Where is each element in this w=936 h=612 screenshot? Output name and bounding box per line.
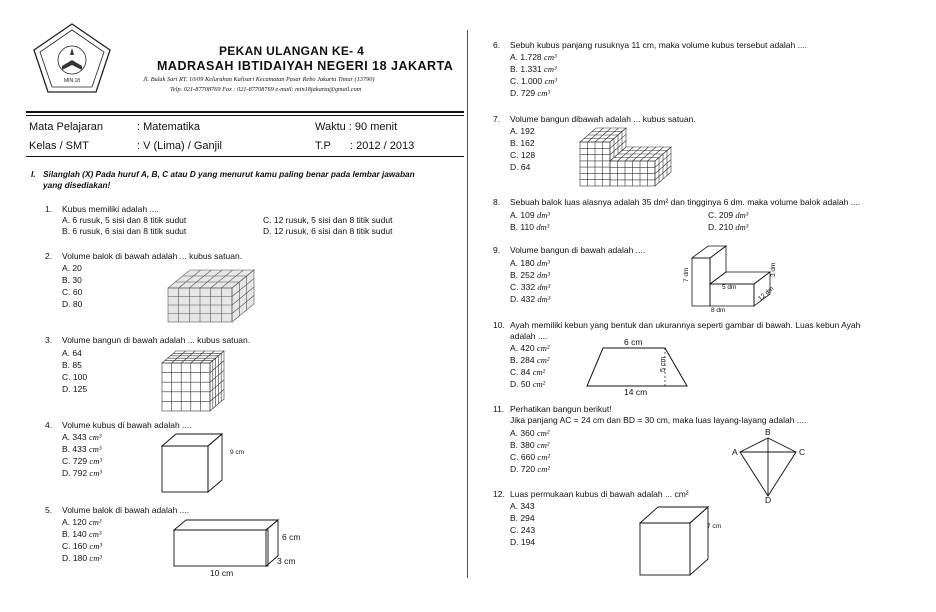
q9-unit-a: dm³: [536, 258, 550, 268]
q12-option-d[interactable]: D. 194: [510, 537, 536, 547]
q4-cube-diagram: [160, 432, 240, 494]
q4-text: Volume kubus di bawah adalah ....: [62, 420, 192, 430]
q11-text2: Jika panjang AC = 24 cm dan BD = 30 cm, maka luas layang-layang adalah ....: [510, 415, 807, 425]
q4-unit-b: cm³: [88, 444, 102, 454]
logo-pentagon-icon: [32, 22, 112, 94]
q6-option-a[interactable]: A. 1.728: [510, 52, 542, 62]
q4-option-d[interactable]: D. 792: [62, 468, 88, 478]
q9-option-c[interactable]: C. 332: [510, 282, 536, 292]
q4-number: 4.: [45, 420, 53, 430]
q8-unit-c: dm³: [735, 210, 749, 220]
q1-option-d[interactable]: D. 12 rusuk, 6 sisi dan 8 titik sudut: [263, 226, 393, 236]
q7-option-b[interactable]: B. 162: [510, 138, 535, 148]
q7-text: Volume bangun dibawah adalah ... kubus satuan.: [510, 114, 696, 124]
q9-depth-label: 12 dm: [757, 285, 776, 303]
q4-option-b[interactable]: B. 433: [62, 444, 87, 454]
q2-unit-cube-cuboid: [160, 264, 260, 324]
instruction-number: I.: [31, 169, 36, 179]
subject-label: Mata Pelajaran: [29, 121, 103, 133]
q8-option-a[interactable]: A. 109: [510, 210, 535, 220]
header-divider-thick: [26, 111, 464, 113]
q1-option-b[interactable]: B. 6 rusuk, 6 sisi dan 8 titik sudut: [62, 226, 187, 236]
time-label: Waktu : 90 menit: [315, 121, 398, 133]
q6-option-d[interactable]: D. 729: [510, 88, 536, 98]
q12-number: 12.: [493, 489, 505, 499]
q11-text: Perhatikan bangun berikut!: [510, 404, 612, 414]
q8-option-b[interactable]: B. 110: [510, 222, 534, 232]
q4-unit-a: cm³: [88, 432, 102, 442]
q5-unit-a: cm³: [88, 517, 102, 527]
q5-unit-b: cm³: [88, 529, 102, 539]
q7-option-c[interactable]: C. 128: [510, 150, 536, 160]
school-contact: Telp. 021-87708769 Fax : 021-87708769 e-mail: min18jakarta@gmail.com: [170, 86, 362, 93]
q11-option-d[interactable]: D. 720: [510, 464, 536, 474]
q5-text: Volume balok di bawah adalah ....: [62, 505, 190, 515]
instruction-line2: yang disediakan!: [43, 180, 111, 190]
q7-option-a[interactable]: A. 192: [510, 126, 535, 136]
q3-option-a[interactable]: A. 64: [62, 348, 82, 358]
q11-kite-diagram: [738, 436, 800, 498]
q10-height-label: 5 cm: [660, 356, 667, 372]
q12-option-a[interactable]: A. 343: [510, 501, 535, 511]
q12-option-c[interactable]: C. 243: [510, 525, 536, 535]
q5-height-label: 6 cm: [282, 532, 301, 542]
q2-option-b[interactable]: B. 30: [62, 275, 82, 285]
q10-trapezoid-diagram: [585, 346, 695, 388]
q5-width-label: 3 cm: [277, 556, 296, 566]
q10-text: Ayah memiliki kebun yang bentuk dan ukurannya seperti gambar di bawah. Luas kebun Ayah: [510, 320, 861, 330]
q3-unit-cube-cube: [160, 349, 232, 413]
q11-unit-a: cm²: [536, 428, 550, 438]
q10-unit-d: cm²: [532, 379, 546, 389]
q6-number: 6.: [493, 40, 501, 50]
q5-option-a[interactable]: A. 120: [62, 517, 87, 527]
q5-number: 5.: [45, 505, 53, 515]
header-divider-thin: [26, 115, 464, 116]
school-name: MADRASAH IBTIDAIYAH NEGERI 18 JAKARTA: [157, 59, 454, 73]
q10-option-b[interactable]: B. 284: [510, 355, 535, 365]
q6-option-c[interactable]: C. 1.000: [510, 76, 543, 86]
q8-unit-a: dm³: [536, 210, 550, 220]
class-label: Kelas / SMT: [29, 140, 89, 152]
q11-point-a: A: [732, 447, 738, 457]
q6-unit-d: cm³: [537, 88, 550, 98]
q6-unit-c: cm³: [544, 76, 557, 86]
q2-option-a[interactable]: A. 20: [62, 263, 82, 273]
q9-unit-c: dm³: [537, 282, 551, 292]
q4-unit-c: cm³: [89, 456, 102, 466]
q3-option-d[interactable]: D. 125: [62, 384, 88, 394]
school-address: Jl. Bulak Sari RT. 10/09 Kelurahan Kalisari Kecamatan Pasar Rebo Jakarta Timur (13790): [143, 76, 375, 83]
q11-unit-b: cm²: [536, 440, 550, 450]
q3-number: 3.: [45, 335, 53, 345]
q9-right-height-label: 3 dm: [770, 262, 777, 277]
q12-option-b[interactable]: B. 294: [510, 513, 535, 523]
q9-text: Volume bangun di bawah adalah ....: [510, 245, 646, 255]
q11-option-b[interactable]: B. 380: [510, 440, 535, 450]
subject-value: : Matematika: [137, 121, 200, 133]
q4-option-c[interactable]: C. 729: [62, 456, 88, 466]
q10-top-label: 6 cm: [624, 337, 643, 347]
q8-number: 8.: [493, 197, 501, 207]
q6-text: Sebuh kubus panjang rusuknya 11 cm, maka volume kubus tersebut adalah ....: [510, 40, 808, 50]
q3-text: Volume bangun di bawah adalah ... kubus satuan.: [62, 335, 251, 345]
q6-unit-b: cm³: [544, 64, 557, 74]
q6-unit-a: cm³: [544, 52, 557, 62]
q5-cuboid-diagram: [172, 518, 282, 568]
q3-option-c[interactable]: C. 100: [62, 372, 88, 382]
tp-label: T.P: [315, 140, 331, 152]
q9-unit-b: dm³: [536, 270, 550, 280]
q4-edge-label: 9 cm: [230, 449, 245, 456]
q11-point-c: C: [799, 447, 806, 457]
q8-unit-d: dm³: [735, 222, 749, 232]
q1-option-a[interactable]: A. 6 rusuk, 5 sisi dan 8 titik sudut: [62, 215, 187, 225]
q5-option-c[interactable]: C. 160: [62, 541, 88, 551]
q9-option-d[interactable]: D. 432: [510, 294, 536, 304]
q5-unit-d: cm³: [89, 553, 102, 563]
q2-text: Volume balok di bawah adalah ... kubus satuan.: [62, 251, 243, 261]
q8-option-c[interactable]: C. 209: [708, 210, 734, 220]
meta-divider: [26, 156, 464, 157]
q2-option-d[interactable]: D. 80: [62, 299, 83, 309]
q9-option-a[interactable]: A. 180: [510, 258, 535, 268]
q9-option-b[interactable]: B. 252: [510, 270, 535, 280]
q10-text2: adalah ....: [510, 331, 548, 341]
logo-text: MIN 18: [63, 78, 81, 84]
tp-value: : 2012 / 2013: [350, 140, 415, 152]
q7-number: 7.: [493, 114, 501, 124]
q12-edge-label: 7 cm: [707, 523, 722, 530]
q8-text: Sebuah balok luas alasnya adalah 35 dm² dan tingginya 6 dm. maka volume balok adalah ....: [510, 197, 861, 207]
q8-option-d[interactable]: D. 210: [708, 222, 734, 232]
q9-height-label: 7 dm: [683, 267, 690, 282]
q2-option-c[interactable]: C. 60: [62, 287, 83, 297]
header-title: PEKAN ULANGAN KE- 4: [219, 44, 365, 58]
q5-option-b[interactable]: B. 140: [62, 529, 87, 539]
q11-option-a[interactable]: A. 360: [510, 428, 535, 438]
q11-point-b: B: [765, 427, 771, 437]
q11-point-d: D: [765, 495, 772, 505]
q9-width-label: 8 dm: [711, 307, 726, 314]
class-value: : V (Lima) / Ganjil: [137, 140, 222, 152]
q12-text: Luas permukaan kubus di bawah adalah ... cm²: [510, 489, 689, 499]
q10-unit-a: cm²: [536, 343, 550, 353]
q1-text: Kubus memiliki adalah ....: [62, 204, 159, 214]
q4-option-a[interactable]: A. 343: [62, 432, 87, 442]
q9-l-shape-prism: [690, 244, 780, 310]
q11-unit-d: cm²: [537, 464, 550, 474]
q10-unit-b: cm²: [536, 355, 550, 365]
q8-unit-b: dm³: [536, 222, 550, 232]
q10-unit-c: cm²: [532, 367, 546, 377]
q5-option-d[interactable]: D. 180: [62, 553, 88, 563]
q2-number: 2.: [45, 251, 53, 261]
q3-option-b[interactable]: B. 85: [62, 360, 82, 370]
q5-unit-c: cm³: [89, 541, 102, 551]
q6-option-b[interactable]: B. 1.331: [510, 64, 542, 74]
column-divider: [467, 30, 468, 578]
q7-option-d[interactable]: D. 64: [510, 162, 531, 172]
q9-unit-d: dm³: [537, 294, 551, 304]
q1-option-c[interactable]: C. 12 rusuk, 5 sisi dan 8 titik sudut: [263, 215, 393, 225]
q10-option-d[interactable]: D. 50: [510, 379, 531, 389]
q10-bottom-label: 14 cm: [624, 387, 648, 397]
q9-step-label: 5 dm: [722, 284, 737, 291]
q7-stepped-unit-cubes: [578, 124, 674, 188]
q10-number: 10.: [493, 320, 505, 330]
q9-number: 9.: [493, 245, 501, 255]
q4-unit-d: cm³: [89, 468, 102, 478]
q1-number: 1.: [45, 204, 53, 214]
q12-cube-diagram: [638, 505, 710, 577]
instruction-line1: Silanglah (X) Pada huruf A, B, C atau D yang menurut kamu paling benar pada lembar jawaban: [43, 169, 415, 179]
q5-length-label: 10 cm: [210, 568, 234, 578]
q10-option-c[interactable]: C. 84: [510, 367, 531, 377]
q11-unit-c: cm²: [537, 452, 550, 462]
q11-option-c[interactable]: C. 660: [510, 452, 536, 462]
q10-option-a[interactable]: A. 420: [510, 343, 535, 353]
q11-number: 11.: [493, 404, 505, 414]
